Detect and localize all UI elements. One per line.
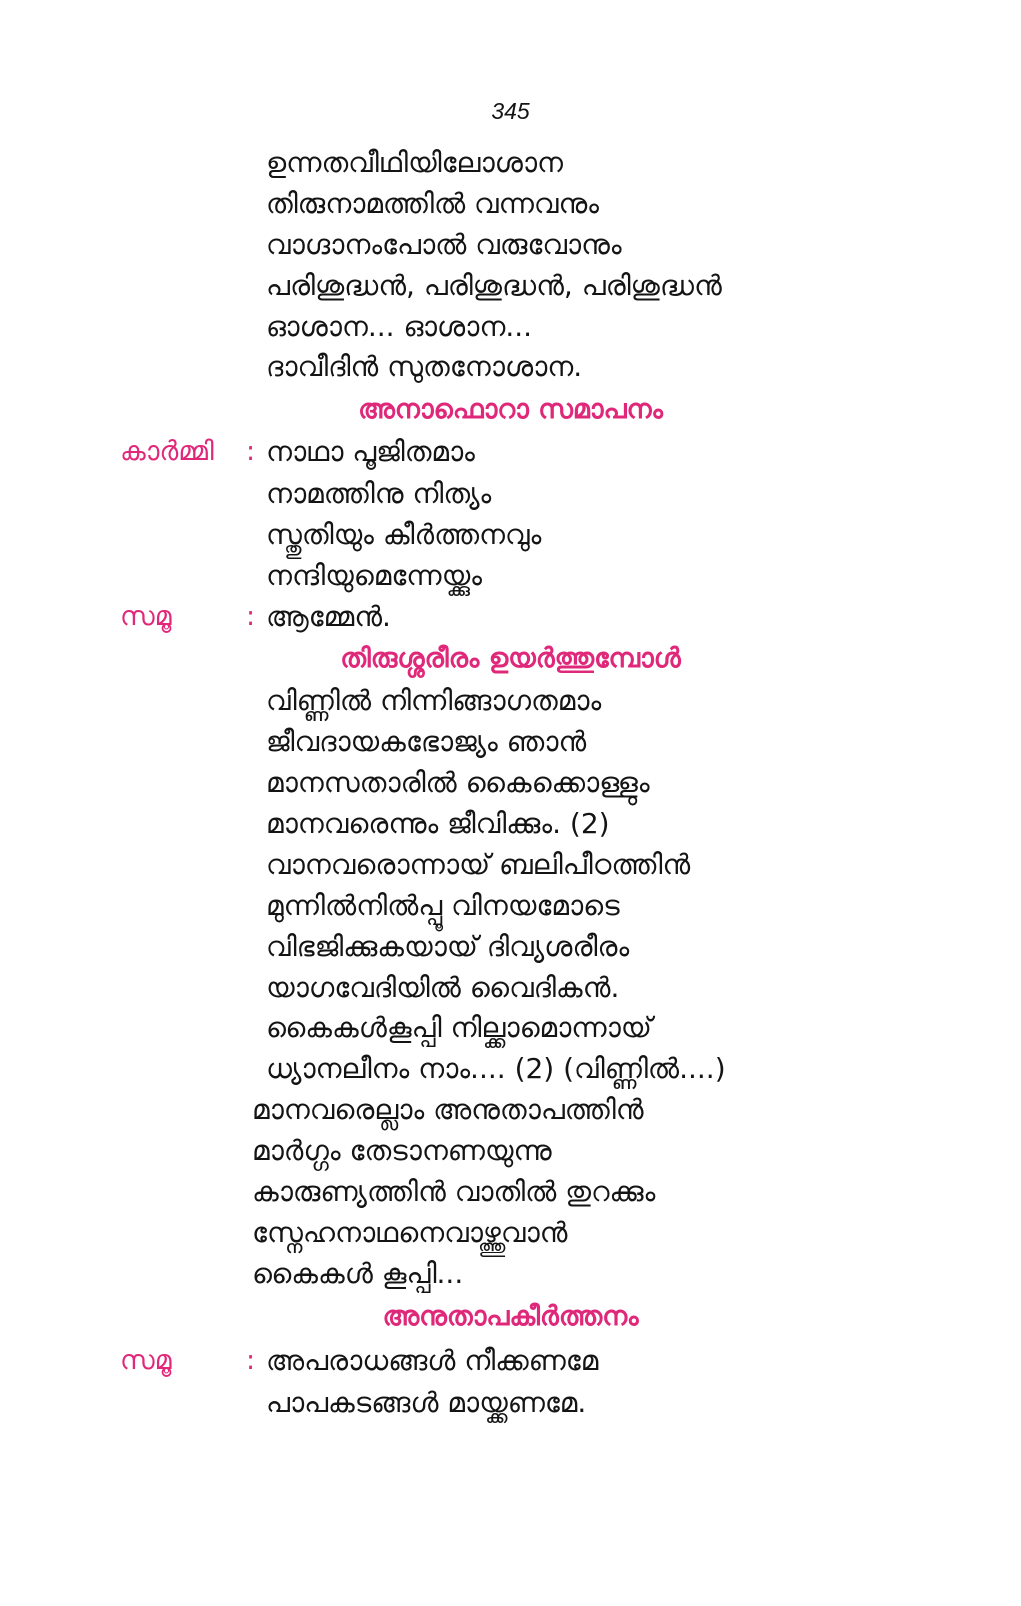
verse-line: വിഭജിക്കുകയായ് ദിവ്യശരീരം (266, 930, 630, 963)
verse-line: കൈകൾകൂപ്പി നില്ക്കാമൊന്നായ് (266, 1011, 652, 1044)
verse-line: മാനവരെല്ലാം അനുതാപത്തിൻ (252, 1093, 644, 1126)
verse-line: നാഥാ പൂജിതമാം (266, 435, 475, 468)
verse-line: ജീവദായകഭോജ്യം ഞാൻ (266, 725, 587, 758)
verse-line: പരിശുദ്ധൻ, പരിശുദ്ധൻ, പരിശുദ്ധൻ (266, 269, 722, 302)
verse-line: മുന്നിൽനിൽപ്പൂ വിനയമോടെ (266, 889, 620, 922)
verse-line: മാനസതാരിൽ കൈക്കൊള്ളും (266, 766, 650, 799)
page-number: 345 (491, 98, 530, 124)
verse-line: ആമ്മേൻ. (266, 600, 391, 633)
verse-line: സ്തുതിയും കീർത്തനവും (266, 518, 542, 551)
speaker-colon: : (246, 436, 256, 467)
speaker-label: സമൂ (120, 601, 172, 632)
speaker-colon: : (246, 601, 256, 632)
verse-line: ഓശാന... ഓശാന... (266, 310, 533, 343)
verse-line: ധ്യാനലീനം നാം.... (2) (വിണ്ണിൽ....) (266, 1052, 726, 1085)
verse-line: ദാവീദിൻ സുതനോശാന. (266, 350, 583, 383)
speaker-label: കാർമ്മി (120, 436, 214, 467)
verse-line: നാമത്തിനു നിത്യം (266, 477, 492, 510)
verse-line: മാർഗ്ഗം തേടാനണയുന്നു (252, 1134, 552, 1167)
verse-line: കാരുണ്യത്തിൻ വാതിൽ തുറക്കും (252, 1175, 656, 1208)
verse-line: സ്നേഹനാഥനെവാഴ്ത്തുവാൻ (252, 1216, 568, 1249)
speaker-label: സമൂ (120, 1345, 172, 1376)
verse-line: തിരുനാമത്തിൽ വന്നവനും (266, 187, 600, 220)
verse-line: യാഗവേദിയിൽ വൈദികൻ. (266, 971, 620, 1004)
verse-line: ഉന്നതവീഥിയിലോശാന (266, 146, 564, 179)
verse-line: വാനവരൊന്നായ് ബലിപീഠത്തിൻ (266, 848, 691, 881)
section-heading: തിരുശ്ശരീരം ഉയർത്തുമ്പോൾ (340, 643, 681, 674)
speaker-colon: : (246, 1345, 256, 1376)
verse-line: കൈകൾ കൂപ്പി... (252, 1257, 464, 1290)
section-heading: അനാഫൊറാ സമാപനം (358, 394, 663, 425)
verse-line: വിണ്ണിൽ നിന്നിങ്ങാഗതമാം (266, 684, 602, 717)
verse-line: അപരാധങ്ങൾ നീക്കണമേ (266, 1344, 599, 1377)
verse-line: വാഗ്ദാനംപോൽ വരുവോനും (266, 228, 622, 261)
verse-line: മാനവരെന്നും ജീവിക്കും. (2) (266, 807, 610, 840)
verse-line: നന്ദിയുമെന്നേയ്ക്കും (266, 559, 482, 592)
verse-line: പാപകടങ്ങൾ മായ്ക്കണമേ. (266, 1386, 587, 1419)
section-heading: അനുതാപകീർത്തനം (382, 1301, 639, 1332)
